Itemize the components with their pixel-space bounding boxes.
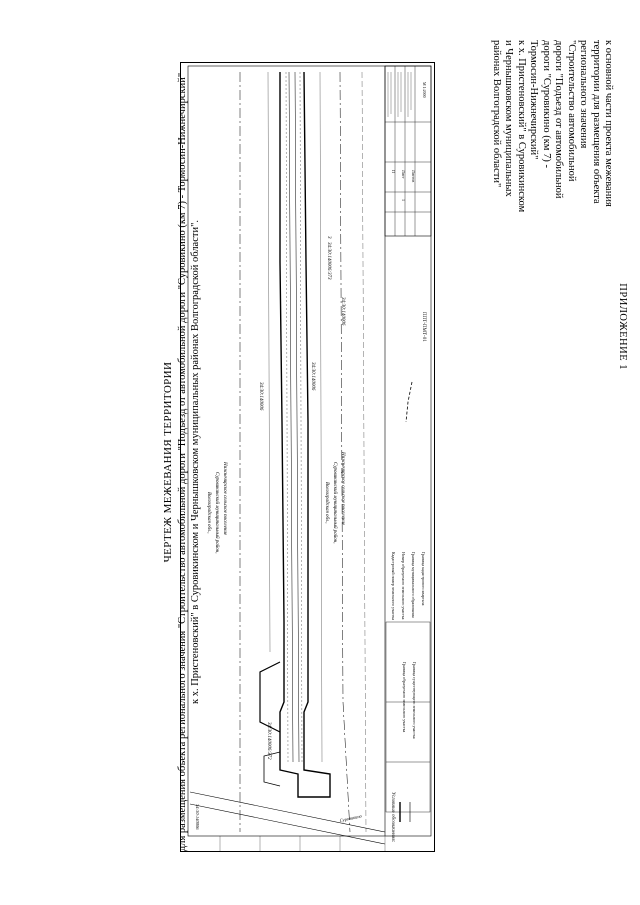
region-label: Суровикинский муниципальный район, (332, 462, 337, 544)
parcel-label: 34:30:140006 (195, 804, 200, 830)
appendix-line: дороги "Подъезд от автомобильной (553, 40, 565, 199)
region-label: Волгоградская обл., (324, 482, 329, 524)
appendix-line: к х. Пристеновский" в Суровикинском (516, 40, 527, 213)
crossing-road (190, 792, 385, 832)
legend-heading: Условные обозначения: (390, 792, 395, 843)
legend-item: Граница существующего земельного участка (412, 662, 417, 739)
appendix-line: дороги "Суровикино (км 7) - (541, 40, 552, 168)
appendix-line: Тормосин-Нижнечирский" (528, 40, 540, 160)
carriageway-line (289, 72, 293, 762)
region-label: Суровикинский муниципальный район, (214, 472, 219, 554)
legend-item: Граница муниципального образования (411, 552, 416, 618)
legend-item: Граница кадастрового квартала (421, 552, 426, 606)
main-title-line: для размещения объекта регионального значения "Строительство автомобильной дороги "Подъезд от автомобильной дороги "Суровикино (км 7) - Тормосин-Нижнечирский" (177, 72, 188, 852)
appendix-line: и Чернышковском муниципальных (503, 40, 515, 197)
parcel-label: 34:30:140006 (340, 297, 345, 326)
legend-item: Граница образуемого земельного участка (402, 662, 407, 733)
road-parcel-boundary (280, 72, 330, 797)
carriageway-line (295, 72, 299, 762)
drawing-sheet (180, 62, 435, 852)
appendix-note (490, 40, 629, 370)
appendix-title: ПРИЛОЖЕНИЕ 1 (617, 283, 628, 370)
zone-label: 3 (326, 236, 331, 239)
legend-item: Номер образуемого земельного участка (401, 552, 406, 620)
parcel-label: 34:30:140006 (258, 382, 263, 411)
stamp-scale: М 1:2000 (422, 82, 427, 98)
cadastral-drawing (180, 62, 435, 852)
main-title-line: к х. Пристеновский" в Суровикинском и Чернышковском муниципальных районах Волгоградской области". (190, 220, 201, 704)
main-title-heading: ЧЕРТЕЖ МЕЖЕВАНИЯ ТЕРРИТОРИИ (162, 361, 174, 563)
parcel-label: 34:30:140006:372 (266, 722, 271, 760)
stamp-sheet-no: 1 (401, 199, 406, 201)
appendix-line: "Строительство автомобильной (566, 40, 577, 182)
appendix-line: районах Волгоградской области" (491, 40, 502, 188)
road-label: Суровикино (339, 813, 363, 823)
legend-item: Кадастровый номер земельного участка (391, 552, 396, 620)
region-label: Волгоградская обл., (206, 492, 211, 534)
inner-frame (188, 66, 431, 836)
parcel-label: 34:30:140006:373 (326, 242, 331, 280)
appendix-line: территории для размещения объекта (591, 40, 602, 204)
boundary-line (340, 72, 343, 702)
region-label: Нижнечирское сельское поселение (222, 462, 227, 536)
appendix-line: регионального значения (578, 40, 590, 149)
legend (386, 382, 430, 842)
parcel-label: 34:30:140006 (310, 362, 315, 391)
stamp-code: ППТ-ПМТ-01 (421, 312, 426, 342)
stamp-stage: П (391, 170, 396, 173)
stamp-sheet-label: Лист (401, 170, 406, 179)
appendix-line: к основной части проекта межевания (603, 40, 615, 207)
region-label: Нижнечирское сельское поселение (340, 452, 345, 526)
stamp-sheets-label: Листов (411, 170, 416, 183)
